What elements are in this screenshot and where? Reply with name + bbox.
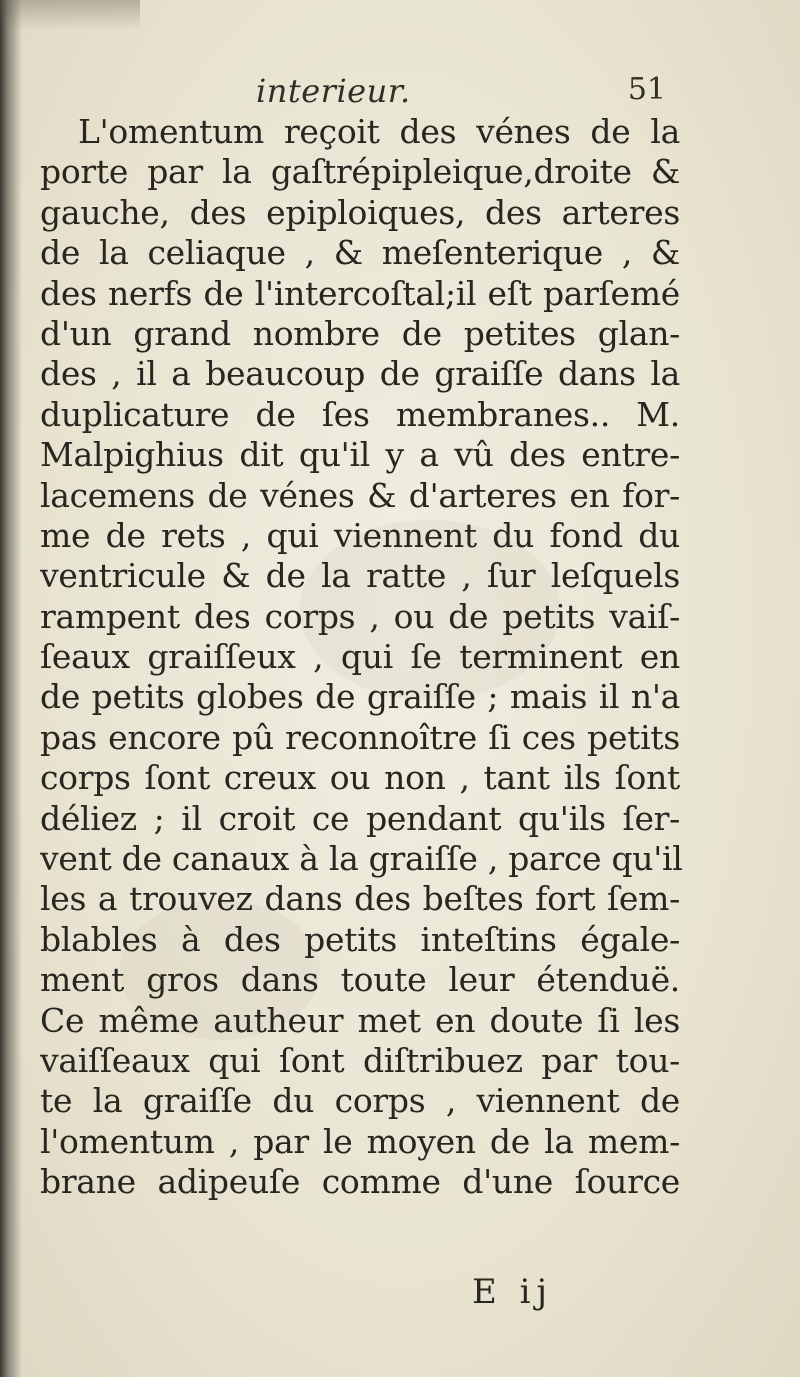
text-line: L'omentum reçoit des vénes de la [78,112,680,151]
text-line: vent de canaux à la graiſſe , parce qu'il [40,839,683,879]
text-line: vaiſſeaux qui ſont diſtribuez par tou- [40,1040,680,1080]
text-line: l'omentum , par le moyen de la mem- [40,1121,680,1161]
text-line: d'un grand nombre de petites glan- [40,313,680,353]
text-line: ment gros dans toute leur étenduë. [40,960,680,1000]
text-line: ventricule & de la ratte , ſur leſquels [40,556,680,596]
text-line: déliez ; il croit ce pendant qu'ils ſer- [40,798,680,838]
text-line: pas encore pû reconnoître ſi ces petits [40,717,680,757]
text-line: des nerfs de l'intercoſtal;il eſt parſemé [40,273,680,313]
text-line: te la graiſſe du corps , viennent de [40,1081,680,1121]
text-line: gauche, des epiploiques, des arteres [40,192,680,232]
text-line: de petits globes de graiſſe ; mais il n'a [40,677,680,717]
signature-mark: E ij [472,1272,554,1312]
text-line: Ce même autheur met en doute ſi les [40,1000,680,1040]
text-line: des , il a beaucoup de graiſſe dans la [40,354,680,394]
running-head: interieur. [256,72,411,110]
text-line: corps ſont creux ou non , tant ils ſont [40,758,680,798]
text-line: porte par la gaſtrépipleique,droite & [40,152,680,192]
body-text [40,112,683,1203]
text-line: brane adipeuſe comme d'une ſource [40,1162,680,1202]
text-line: lacemens de vénes & d'arteres en for- [40,475,680,515]
text-line: de la celiaque , & meſenterique , & [40,233,680,273]
text-line: blables à des petits inteſtins égale- [40,919,680,959]
text-line: duplicature de ſes membranes.. M. [40,394,680,434]
text-line: ſeaux graiſſeux , qui ſe terminent en [40,637,680,677]
text-line: les a trouvez dans des beſtes fort ſem- [40,879,680,919]
page-header [40,72,680,112]
text-line: me de rets , qui viennent du fond du [40,515,680,555]
page-number: 51 [627,72,666,107]
text-line: rampent des corps , ou de petits vaiſ- [40,596,680,636]
text-line: Malpighius dit qu'il y a vû des entre- [40,435,680,475]
spine-shadow [0,0,22,1377]
corner-shadow [0,0,140,30]
